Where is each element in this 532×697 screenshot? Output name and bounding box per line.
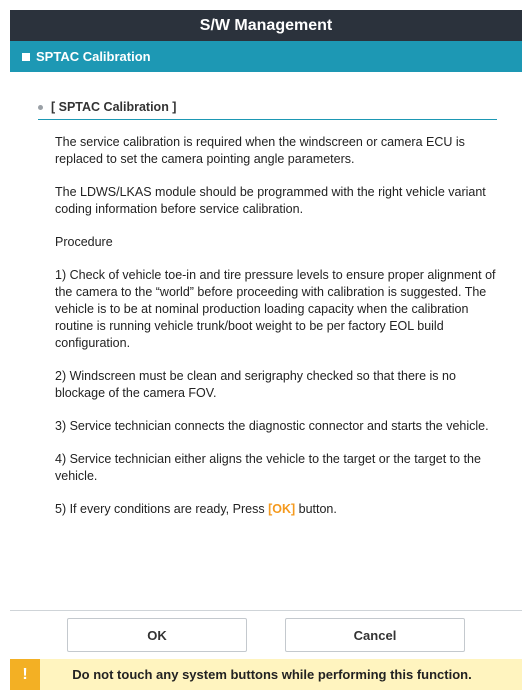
procedure-step-3: 3) Service technician connects the diagnostic connector and starts the vehicle. — [55, 419, 489, 433]
procedure-step-4: 4) Service technician either aligns the vehicle to the target or the target to the vehicle. — [55, 452, 481, 483]
procedure-step-1: 1) Check of vehicle toe-in and tire pressure levels to ensure proper alignment of the camera to the “world” before proceeding with calibration is suggested. The vehicle is to be at nominal production loading capacity when the calibration routine is running vehicle trunk/boot weight to be per factory EOL build configuration. — [55, 268, 496, 350]
cancel-button[interactable]: Cancel — [285, 618, 465, 652]
step-5-suffix: button. — [295, 502, 337, 516]
warning-bar — [10, 659, 522, 690]
dot-bullet-icon — [38, 105, 43, 110]
section-header — [38, 100, 497, 120]
content-area — [10, 72, 522, 518]
warning-text: Do not touch any system buttons while performing this function. — [72, 667, 472, 682]
procedure-label: Procedure — [55, 235, 113, 249]
sub-header-title: SPTAC Calibration — [36, 49, 151, 64]
warning-icon: ! — [10, 659, 40, 690]
paragraph-module: The LDWS/LKAS module should be programmed with the right vehicle variant coding information before service calibration. — [55, 185, 486, 216]
instructions — [40, 120, 497, 518]
step-5-prefix: 5) If every conditions are ready, Press — [55, 502, 269, 516]
button-row — [10, 610, 522, 659]
sub-header — [10, 41, 522, 72]
square-bullet-icon — [22, 53, 30, 61]
ok-button[interactable]: OK — [67, 618, 247, 652]
section-title: [ SPTAC Calibration ] — [51, 100, 177, 114]
title-bar — [10, 10, 522, 41]
ok-highlight: [OK] — [268, 502, 296, 516]
procedure-step-2: 2) Windscreen must be clean and serigraphy checked so that there is no blockage of the camera FOV. — [55, 369, 456, 400]
page-title: S/W Management — [199, 16, 333, 34]
app-window — [10, 10, 522, 690]
paragraph-intro: The service calibration is required when the windscreen or camera ECU is replaced to set the camera pointing angle parameters. — [55, 135, 465, 166]
procedure-step-5 — [55, 501, 497, 518]
